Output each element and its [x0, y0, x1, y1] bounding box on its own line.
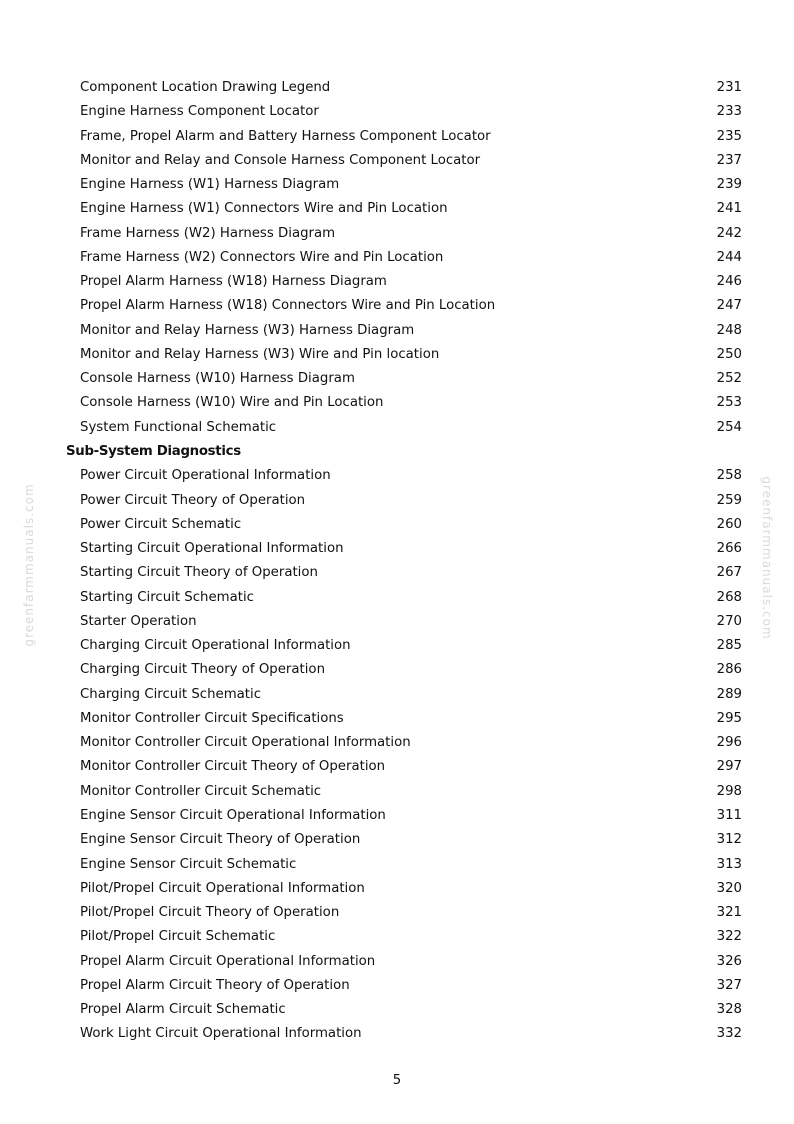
toc-entry-title: Charging Circuit Schematic	[80, 686, 262, 702]
toc-entry[interactable]	[66, 76, 742, 100]
toc-section-title: Sub-System Diagnostics	[66, 443, 241, 459]
toc-entry-page: 286	[716, 662, 742, 678]
toc-entry[interactable]	[66, 367, 742, 391]
toc-entry[interactable]	[66, 513, 742, 537]
toc-entry-title: Engine Harness (W1) Connectors Wire and Pin Location	[80, 201, 448, 217]
toc-entry-title: Starting Circuit Theory of Operation	[80, 565, 318, 581]
toc-entry-title: Frame, Propel Alarm and Battery Harness Component Locator	[80, 128, 491, 144]
toc-entry-page: 250	[716, 346, 742, 362]
toc-entry[interactable]	[66, 634, 742, 658]
toc-entry[interactable]	[66, 658, 742, 682]
toc-entry-page: 298	[716, 783, 742, 799]
toc-entry[interactable]	[66, 537, 742, 561]
toc-entry[interactable]	[66, 804, 742, 828]
toc-entry-page: 254	[716, 419, 742, 435]
toc-entry-title: Power Circuit Theory of Operation	[80, 492, 306, 508]
toc-entry-title: System Functional Schematic	[80, 419, 277, 435]
toc-entry-title: Charging Circuit Theory of Operation	[80, 662, 325, 678]
toc-entry[interactable]	[66, 828, 742, 852]
toc-entry[interactable]	[66, 561, 742, 585]
toc-entry-page: 295	[716, 710, 742, 726]
toc-entry-title: Engine Sensor Circuit Operational Information	[80, 807, 386, 823]
toc-entry-page: 326	[716, 953, 742, 969]
toc-entry-page: 247	[716, 298, 742, 314]
toc-entry[interactable]	[66, 173, 742, 197]
toc-entry-page: 296	[716, 735, 742, 751]
toc-entry-page: 248	[716, 322, 742, 338]
toc-entry-title: Monitor Controller Circuit Specifications	[80, 710, 344, 726]
toc-entry-title: Pilot/Propel Circuit Theory of Operation	[80, 905, 340, 921]
toc-entry[interactable]	[66, 319, 742, 343]
toc-entry[interactable]	[66, 100, 742, 124]
toc-entry-title: Engine Harness (W1) Harness Diagram	[80, 177, 340, 193]
toc-entry-page: 322	[716, 929, 742, 945]
toc-entry-page: 285	[716, 638, 742, 654]
toc-entry-title: Propel Alarm Circuit Theory of Operation	[80, 977, 350, 993]
toc-entry-title: Monitor Controller Circuit Schematic	[80, 783, 322, 799]
toc-entry[interactable]	[66, 391, 742, 415]
toc-entry-page: 268	[716, 589, 742, 605]
toc-entry-page: 259	[716, 492, 742, 508]
watermark-left: greenfarmmanuals.com	[22, 483, 36, 647]
toc-entry-title: Component Location Drawing Legend	[80, 80, 331, 95]
toc-entry-title: Power Circuit Operational Information	[80, 468, 331, 484]
toc-entry[interactable]	[66, 925, 742, 949]
toc-entry[interactable]	[66, 222, 742, 246]
toc-entry-page: 332	[716, 1026, 742, 1042]
toc-entry-title: Engine Harness Component Locator	[80, 104, 319, 120]
toc-entry-title: Propel Alarm Harness (W18) Harness Diagram	[80, 274, 387, 290]
toc-entry-page: 267	[716, 565, 742, 581]
toc-entry[interactable]	[66, 707, 742, 731]
toc-entry[interactable]	[66, 489, 742, 513]
toc-entry-page: 242	[716, 225, 742, 241]
toc-entry-page: 244	[716, 249, 742, 265]
toc-entry[interactable]	[66, 950, 742, 974]
toc-entry[interactable]	[66, 464, 742, 488]
toc-entry-page: 246	[716, 274, 742, 290]
toc-entry-title: Work Light Circuit Operational Information	[80, 1026, 362, 1042]
toc-entry[interactable]	[66, 901, 742, 925]
toc-entry[interactable]	[66, 853, 742, 877]
toc-entry-page: 260	[716, 516, 742, 532]
toc-entry[interactable]	[66, 270, 742, 294]
toc-entry-page: 289	[716, 686, 742, 702]
toc-entry-title: Frame Harness (W2) Harness Diagram	[80, 225, 336, 241]
toc-entry[interactable]	[66, 780, 742, 804]
toc-entry-title: Engine Sensor Circuit Schematic	[80, 856, 297, 872]
toc-entry[interactable]	[66, 343, 742, 367]
toc-entry-page: 253	[716, 395, 742, 411]
toc-entry-page: 321	[716, 905, 742, 921]
toc-entry-title: Monitor and Relay Harness (W3) Harness Diagram	[80, 322, 415, 338]
toc-entry-title: Pilot/Propel Circuit Operational Information	[80, 880, 365, 896]
toc-entry-title: Monitor and Relay and Console Harness Component Locator	[80, 152, 481, 168]
toc-entry[interactable]	[66, 755, 742, 779]
toc-entry-title: Propel Alarm Harness (W18) Connectors Wire and Pin Location	[80, 298, 496, 314]
toc-entry-page: 312	[716, 832, 742, 848]
toc-entry[interactable]	[66, 974, 742, 998]
toc-entry-page: 237	[716, 152, 742, 168]
toc-entry-page: 239	[716, 177, 742, 193]
toc-entry-page: 233	[716, 104, 742, 120]
toc-entry-page: 252	[716, 371, 742, 387]
toc-entry-title: Monitor Controller Circuit Operational Information	[80, 735, 411, 751]
toc-entry-page: 320	[716, 880, 742, 896]
toc-section-heading	[66, 440, 742, 464]
toc-entry[interactable]	[66, 197, 742, 221]
toc-entry-page: 311	[716, 807, 742, 823]
toc-entry-title: Engine Sensor Circuit Theory of Operation	[80, 832, 361, 848]
toc-entry-title: Frame Harness (W2) Connectors Wire and Pin Location	[80, 249, 444, 265]
toc-entry-title: Console Harness (W10) Harness Diagram	[80, 371, 355, 387]
toc-entry[interactable]	[66, 294, 742, 318]
toc-entry[interactable]	[66, 731, 742, 755]
toc-entry-page: 241	[716, 201, 742, 217]
toc-entry[interactable]	[66, 125, 742, 149]
toc-entry-title: Propel Alarm Circuit Operational Information	[80, 953, 376, 969]
toc-entry-title: Starter Operation	[80, 613, 197, 629]
toc-entry[interactable]	[66, 683, 742, 707]
toc-entry-title: Starting Circuit Schematic	[80, 589, 254, 605]
toc-entry-page: 258	[716, 468, 742, 484]
toc-entry-page: 328	[716, 1002, 742, 1018]
toc-entry[interactable]	[66, 610, 742, 634]
toc-entry-page: 266	[716, 541, 742, 557]
table-of-contents	[66, 76, 742, 1047]
toc-entry-title: Monitor and Relay Harness (W3) Wire and Pin location	[80, 346, 440, 362]
toc-entry-title: Power Circuit Schematic	[80, 516, 242, 532]
page-number: 5	[392, 1073, 402, 1088]
toc-entry[interactable]	[66, 1022, 742, 1046]
toc-entry[interactable]	[66, 246, 742, 270]
toc-entry-title: Monitor Controller Circuit Theory of Operation	[80, 759, 386, 775]
toc-entry-page: 270	[716, 613, 742, 629]
toc-entry-title: Pilot/Propel Circuit Schematic	[80, 929, 276, 945]
toc-entry-page: 235	[716, 128, 742, 144]
toc-entry-title: Charging Circuit Operational Information	[80, 638, 351, 654]
toc-entry[interactable]	[66, 998, 742, 1022]
toc-entry[interactable]	[66, 586, 742, 610]
toc-entry[interactable]	[66, 877, 742, 901]
toc-entry-title: Propel Alarm Circuit Schematic	[80, 1002, 286, 1018]
watermark-right: greenfarmmanuals.com	[760, 476, 774, 640]
toc-entry-page: 313	[716, 856, 742, 872]
toc-entry-page: 327	[716, 977, 742, 993]
toc-entry-title: Console Harness (W10) Wire and Pin Location	[80, 395, 384, 411]
toc-entry[interactable]	[66, 149, 742, 173]
toc-entry[interactable]	[66, 416, 742, 440]
toc-entry-page: 297	[716, 759, 742, 775]
toc-entry-page: 231	[716, 80, 742, 95]
toc-entry-title: Starting Circuit Operational Information	[80, 541, 344, 557]
